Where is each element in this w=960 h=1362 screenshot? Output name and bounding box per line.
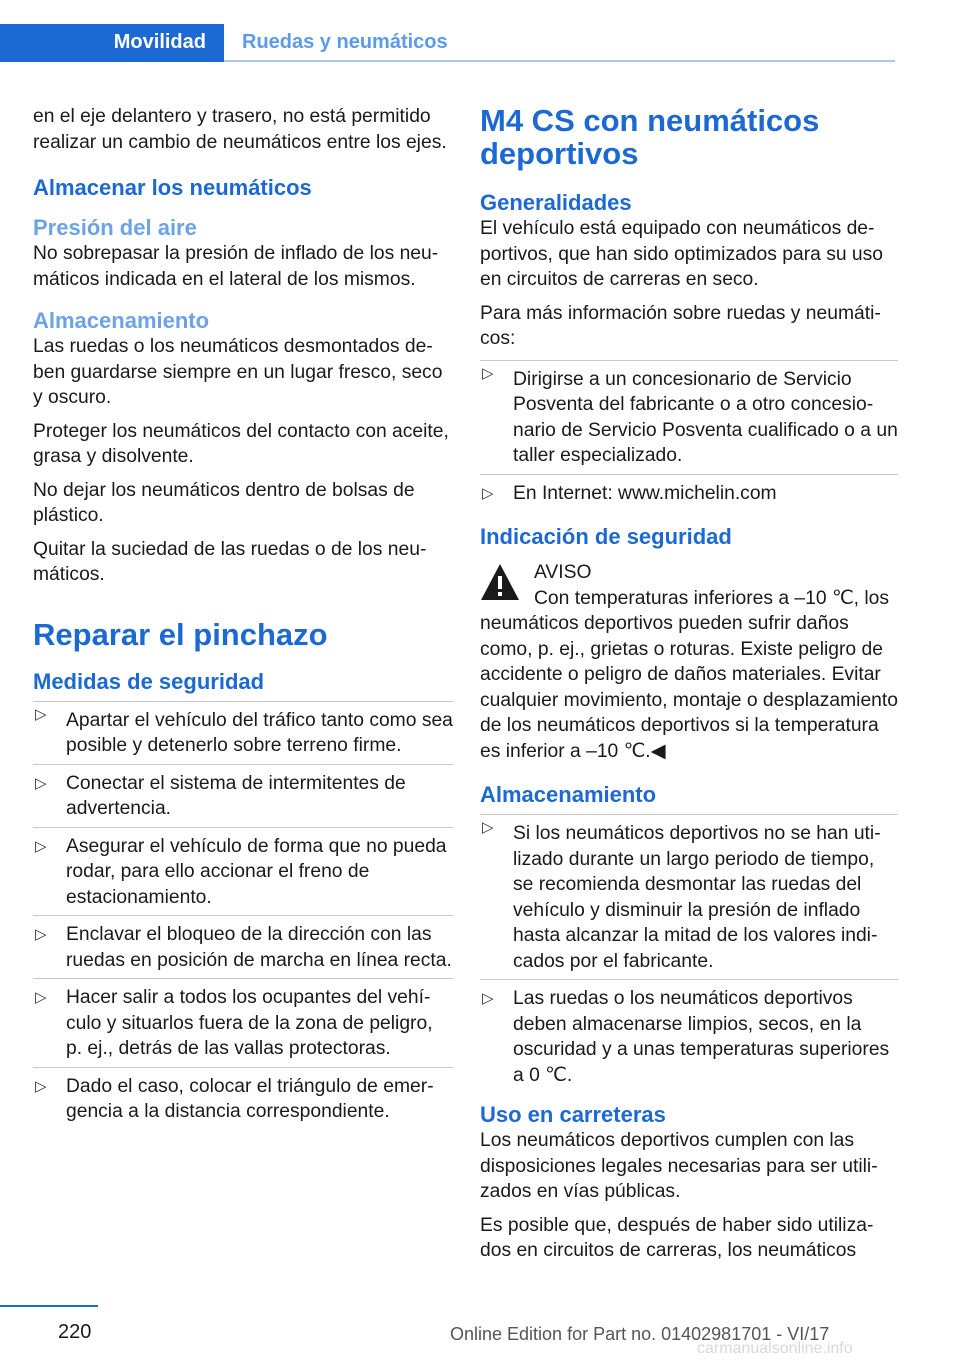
general-heading: Generalidades	[480, 190, 632, 215]
section-label: Movilidad	[113, 31, 206, 53]
list-item: ▷ En Internet: www.michelin.com	[480, 481, 898, 507]
triangle-right-icon: ▷	[482, 364, 494, 382]
warning-triangle-icon	[480, 562, 520, 602]
triangle-right-icon: ▷	[482, 819, 494, 836]
info-list	[480, 360, 898, 507]
m4-heading: M4 CS con neumáticos deportivos	[480, 103, 820, 171]
list-item: ▷ Dado el caso, colocar el triángulo de emergencia a la distancia correspondiente.	[35, 1075, 434, 1122]
safety-heading: Medidas de seguridad	[33, 668, 265, 694]
road-heading: Uso en carreteras	[480, 1102, 666, 1127]
triangle-right-icon: ▷	[35, 705, 47, 723]
warning-label: AVISO	[534, 562, 592, 583]
storage-paragraph-3: No dejar los neumáticos dentro de bolsas de plástico.	[33, 479, 415, 526]
triangle-right-icon: ▷	[35, 774, 47, 792]
list-item: ▷ Dirigirse a un concesionario de Servicio Posventa del fabricante o a otro concesionario de Servicio Posventa cualificado o a un taller especializado.	[480, 360, 898, 475]
left-column	[33, 104, 453, 1131]
list-item: ▷ Conectar el sistema de intermitentes de advertencia.	[33, 771, 453, 828]
intro-paragraph: en el eje delantero y trasero, no está permitido realizar un cambio de neumáticos entre los ejes.	[33, 106, 447, 153]
storage-list	[480, 814, 898, 1088]
general-paragraph-1: El vehículo está equipado con neumáticos deportivos, que han sido optimizados para su uso en circuitos de carreras en seco.	[480, 218, 884, 290]
watermark: carmanualsonline.info	[697, 1340, 853, 1357]
storage-paragraph-4: Quitar la suciedad de las ruedas o de los neumáticos.	[33, 538, 427, 585]
header-rule	[224, 60, 895, 62]
storage-heading: Almacenar los neumáticos	[33, 175, 312, 200]
triangle-right-icon: ▷	[35, 837, 47, 855]
triangle-right-icon: ▷	[35, 1077, 47, 1095]
road-paragraph-2: Es posible que, después de haber sido utilizados en circuitos de carreras, los neumáticos	[480, 1214, 874, 1261]
page-header	[0, 24, 895, 62]
list-item: ▷ Apartar el vehículo del tráfico tanto como sea posible y detenerlo sobre terreno firme.	[33, 701, 453, 765]
storage-paragraph-2: Proteger los neumáticos del contacto con aceite, grasa y disolvente.	[33, 420, 449, 467]
edition-text: Online Edition for Part no. 01402981701 - VI/17	[450, 1324, 830, 1344]
road-paragraph-1: Los neumáticos deportivos cumplen con las disposiciones legales necesarias para ser utilizados en vías públicas.	[480, 1130, 878, 1202]
general-paragraph-2: Para más información sobre ruedas y neumáticos:	[480, 302, 881, 349]
triangle-right-icon: ▷	[482, 484, 494, 502]
right-storage-heading: Almacenamiento	[480, 782, 657, 807]
chapter-label: Ruedas y neumáticos	[242, 31, 448, 53]
warning-text: Con temperaturas inferiores a –10 ℃, los neumáticos deportivos pueden sufrir daños como, p. ej., grietas o roturas. Existe peligro de accidente o peligro de daños materiales. Evitar cualquier movimiento, montaje o desplazamiento de los neumáticos deportivos si la temperatura es inferior a –10 ℃.◀	[480, 587, 898, 762]
storage-paragraph-1: Las ruedas o los neumáticos desmontados deben guardarse siempre en un lugar fresco, seco y oscuro.	[33, 336, 443, 408]
list-item: ▷ Asegurar el vehículo de forma que no pueda rodar, para ello accionar el freno de estacionamiento.	[33, 834, 453, 917]
pressure-paragraph: No sobrepasar la presión de inflado de los neumáticos indicada en el lateral de los mismos.	[33, 243, 439, 290]
list-item: ▷ Hacer salir a todos los ocupantes del vehículo y situarlos fuera de la zona de peligro, p. ej., detrás de las vallas protectoras.	[33, 985, 453, 1068]
triangle-right-icon: ▷	[35, 926, 47, 943]
triangle-right-icon: ▷	[482, 990, 494, 1007]
safety-notice-heading: Indicación de seguridad	[480, 524, 732, 549]
warning-box	[480, 560, 898, 764]
list-item: ▷ Enclavar el bloqueo de la dirección con las ruedas en posición de marcha en línea recta.	[33, 922, 453, 979]
pressure-heading: Presión del aire	[33, 215, 197, 240]
list-item: ▷ Las ruedas o los neumáticos deportivos deben almacenarse limpios, secos, en la oscuridad y a unas temperaturas superiores a 0 ℃.	[482, 988, 890, 1086]
triangle-right-icon: ▷	[35, 989, 47, 1006]
section-tab	[0, 24, 224, 62]
footer-rule	[0, 1305, 98, 1307]
list-item: ▷ Si los neumáticos deportivos no se han utilizado durante un largo periodo de tiempo, se recomienda desmontar las ruedas del vehículo y disminuir la presión de inflado hasta alcanzar la mitad de los valores indicados por el fabricante.	[480, 814, 898, 980]
storage-subheading: Almacenamiento	[33, 308, 210, 333]
repair-heading: Reparar el pinchazo	[33, 616, 328, 652]
safety-list	[33, 701, 453, 1125]
right-column	[480, 104, 898, 1272]
page-number: 220	[58, 1321, 92, 1343]
